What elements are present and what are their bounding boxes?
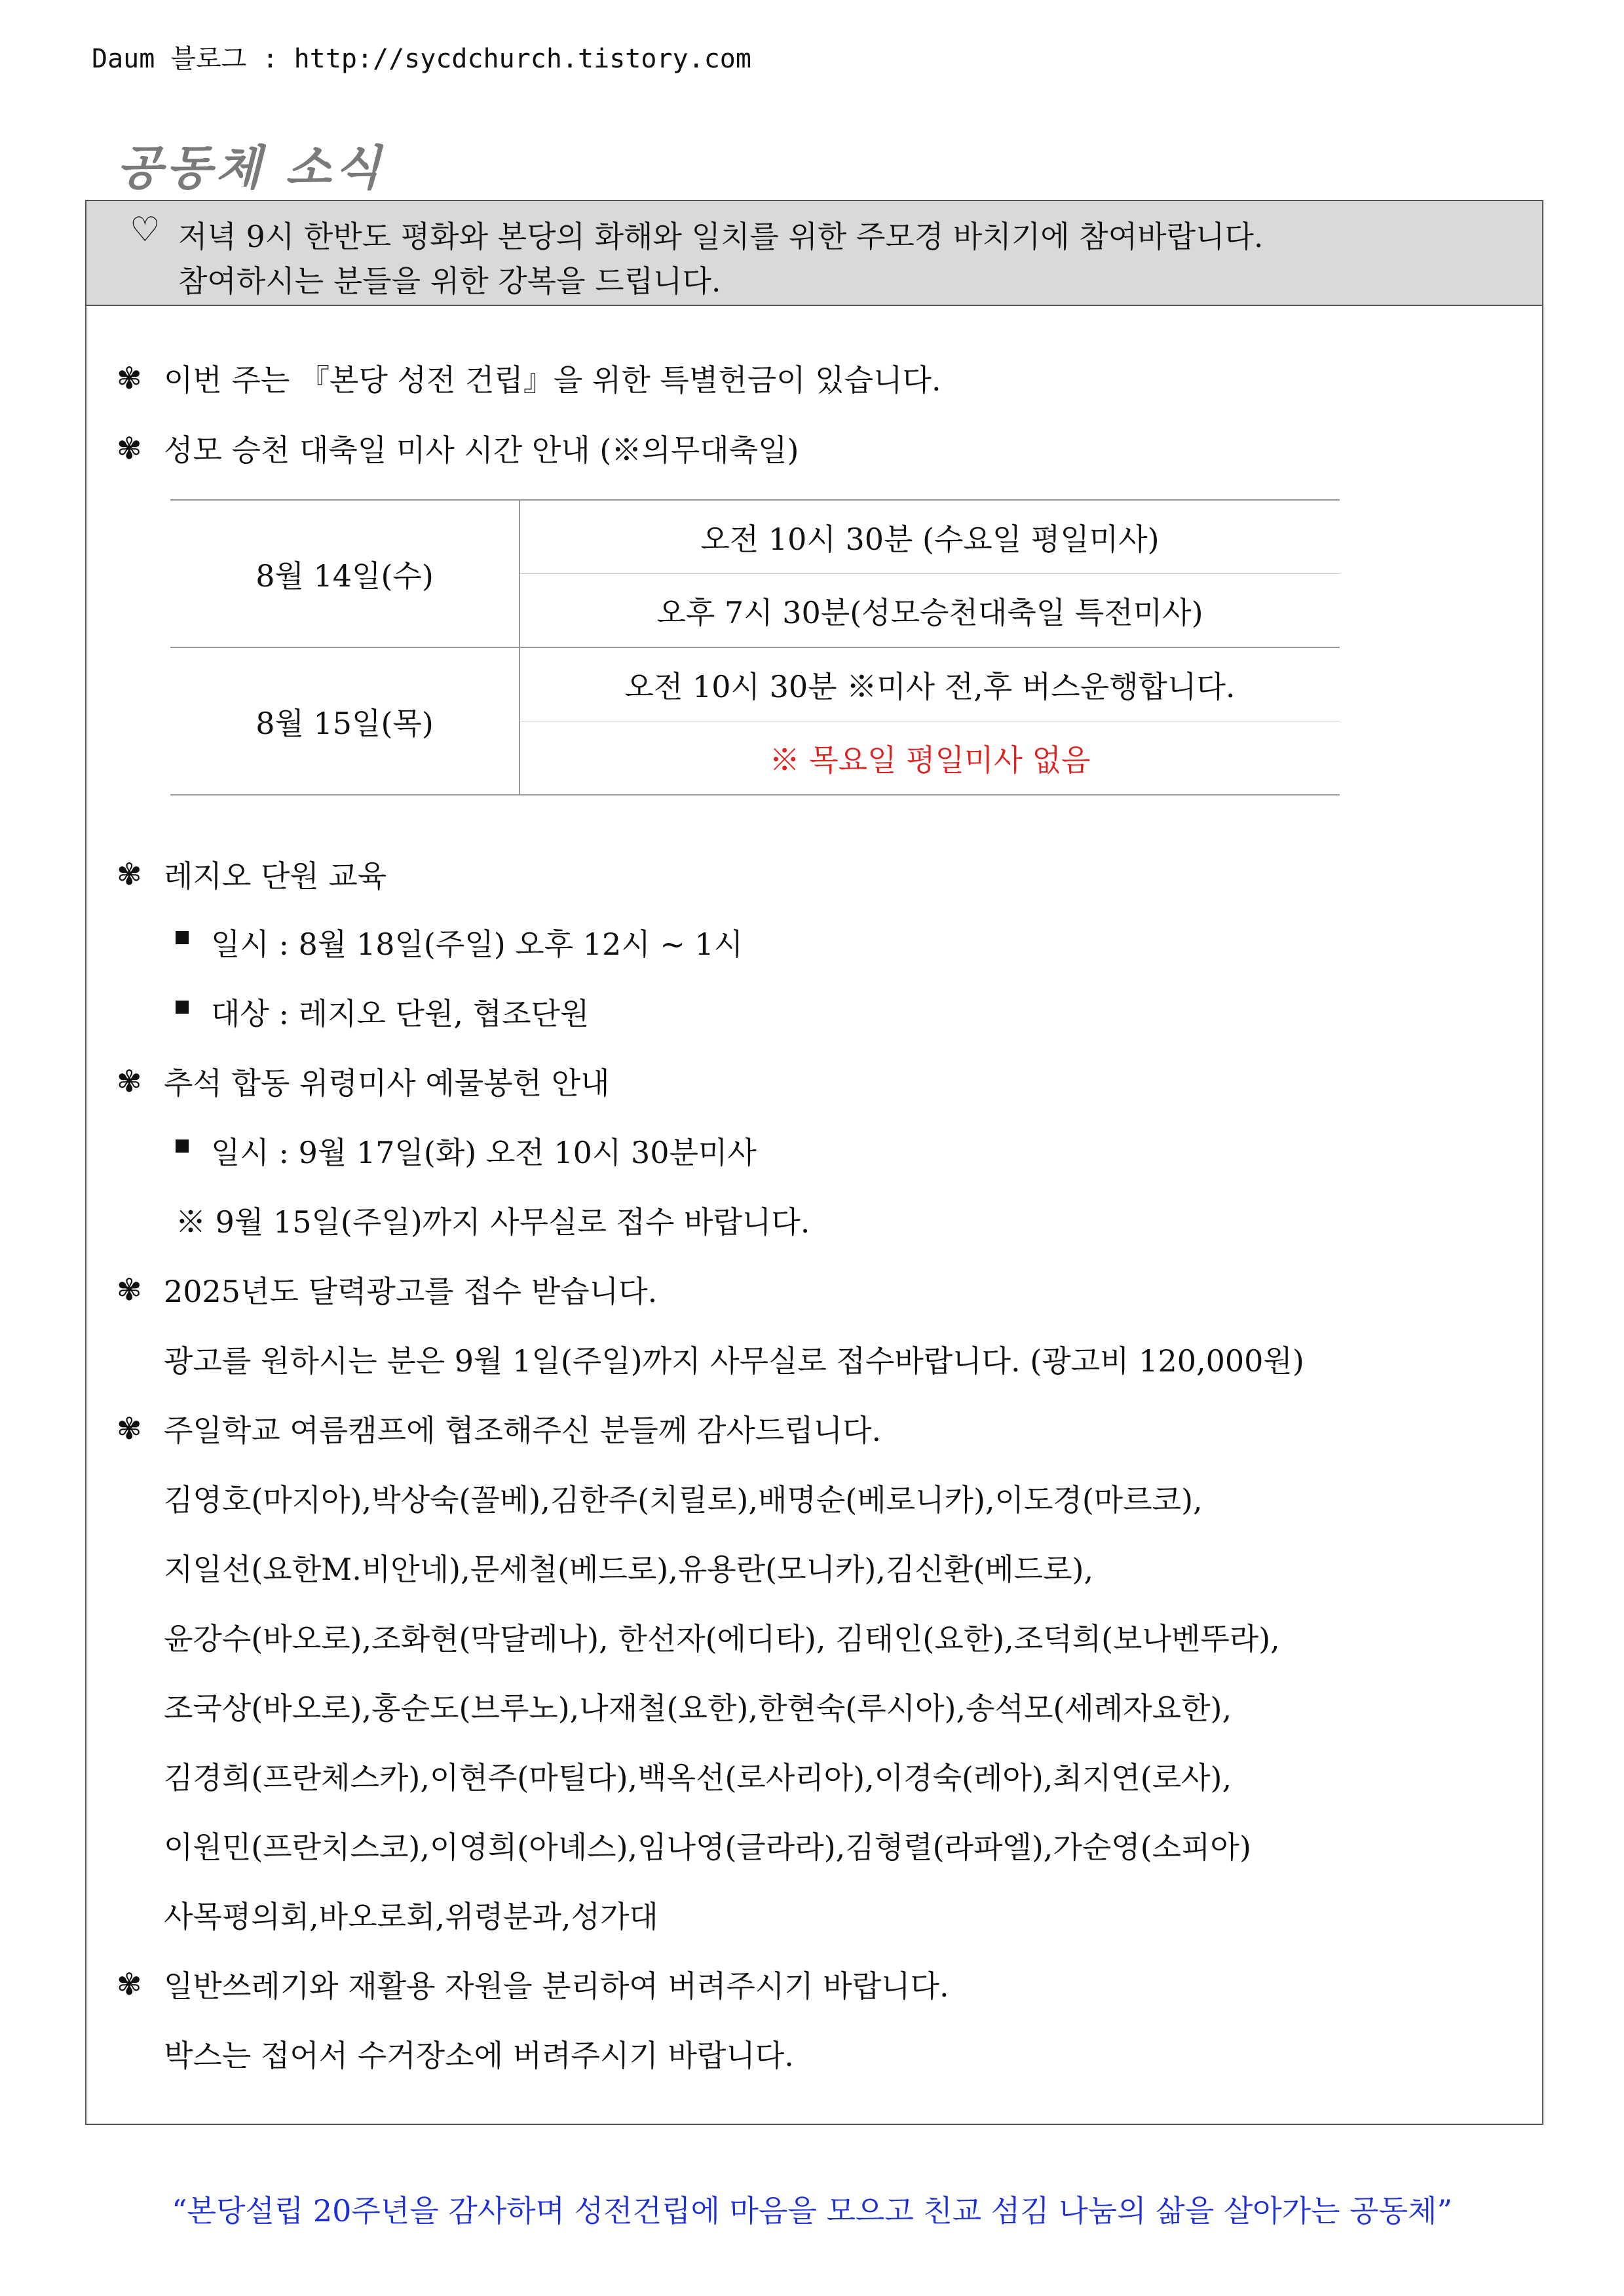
flower-bullet-icon: ✾ — [117, 856, 142, 892]
section-title: 공동체 소식 — [117, 140, 385, 195]
square-bullet-icon — [176, 1139, 189, 1153]
camp-names-line: 김경희(프란체스카),이현주(마틸다),백옥선(로사리아),이경숙(레아),최지연(로사), — [164, 1760, 1232, 1795]
legio-title: 레지오 단원 교육 — [164, 858, 387, 894]
camp-names-line: 김영호(마지아),박상숙(꼴베),김한주(치릴로),배명순(베로니카),이도경(마르코), — [164, 1482, 1203, 1518]
camp-title: 주일학교 여름캠프에 협조해주신 분들께 감사드립니다. — [164, 1413, 882, 1448]
schedule-date-1: 8월 14일(수) — [170, 500, 519, 647]
schedule-mass-2b: ※ 목요일 평일미사 없음 — [519, 721, 1340, 795]
camp-names-line: 지일선(요한M.비안네),문세철(베드로),유용란(모니카),김신환(베드로), — [164, 1552, 1094, 1587]
flower-bullet-icon: ✾ — [117, 360, 142, 396]
calendar-note: 광고를 원하시는 분은 9월 1일(주일)까지 사무실로 접수바랍니다. (광고비 120,000원) — [164, 1343, 1304, 1379]
camp-names-line: 조국상(바오로),홍순도(브루노),나재철(요한),한현숙(루시아),송석모(세례자요한), — [164, 1691, 1232, 1726]
square-bullet-icon — [176, 1001, 189, 1014]
mass-schedule-table — [170, 499, 1340, 795]
square-bullet-icon — [176, 931, 189, 944]
legio-date: 일시 : 8월 18일(주일) 오후 12시 ~ 1시 — [211, 927, 744, 962]
header-url: Daum 블로그 : http://sycdchurch.tistory.com — [92, 44, 751, 74]
flower-bullet-icon: ✾ — [117, 1063, 142, 1099]
schedule-date-2: 8월 15일(목) — [170, 647, 519, 795]
waste-note: 박스는 접어서 수거장소에 버려주시기 바랍니다. — [164, 2038, 794, 2073]
special-offering-text: 이번 주는 『본당 성전 건립』을 위한 특별헌금이 있습니다. — [164, 362, 941, 398]
notice-line-1: 저녁 9시 한반도 평화와 본당의 화해와 일치를 위한 주모경 바치기에 참여바랍니다. — [178, 219, 1264, 254]
calendar-title: 2025년도 달력광고를 접수 받습니다. — [164, 1274, 658, 1309]
footer-quote: “본당설립 20주년을 감사하며 성전건립에 마음을 모으고 친교 섬김 나눔의 삶을 살아가는 공동체” — [172, 2193, 1452, 2229]
chuseok-title: 추석 합동 위령미사 예물봉헌 안내 — [164, 1065, 610, 1101]
schedule-mass-2a: 오전 10시 30분 ※미사 전,후 버스운행합니다. — [519, 647, 1340, 721]
chuseok-date: 일시 : 9월 17일(화) 오전 10시 30분미사 — [211, 1135, 757, 1170]
flower-bullet-icon: ✾ — [117, 1411, 142, 1446]
notice-banner — [86, 201, 1542, 306]
camp-names-line: 이원민(프란치스코),이영희(아녜스),임나영(글라라),김형렬(라파엘),가순영(소피아) — [164, 1829, 1251, 1865]
chuseok-note: ※ 9월 15일(주일)까지 사무실로 접수 바랍니다. — [176, 1204, 810, 1240]
schedule-mass-1a: 오전 10시 30분 (수요일 평일미사) — [519, 500, 1340, 574]
heart-icon: ♡ — [130, 210, 161, 250]
assumption-title: 성모 승천 대축일 미사 시간 안내 (※의무대축일) — [164, 432, 799, 468]
legio-target: 대상 : 레지오 단원, 협조단원 — [211, 996, 590, 1031]
notice-line-2: 참여하시는 분들을 위한 강복을 드립니다. — [178, 263, 721, 299]
camp-names-line: 사목평의회,바오로회,위령분과,성가대 — [164, 1899, 658, 1934]
flower-bullet-icon: ✾ — [117, 430, 142, 466]
camp-names-line: 윤강수(바오로),조화현(막달레나), 한선자(에디타), 김태인(요한),조덕희(보나벤뚜라), — [164, 1621, 1280, 1656]
schedule-mass-1b: 오후 7시 30분(성모승천대축일 특전미사) — [519, 574, 1340, 648]
flower-bullet-icon: ✾ — [117, 1966, 142, 2002]
flower-bullet-icon: ✾ — [117, 1272, 142, 1307]
waste-title: 일반쓰레기와 재활용 자원을 분리하여 버려주시기 바랍니다. — [164, 1968, 949, 2004]
news-box — [85, 200, 1543, 2125]
